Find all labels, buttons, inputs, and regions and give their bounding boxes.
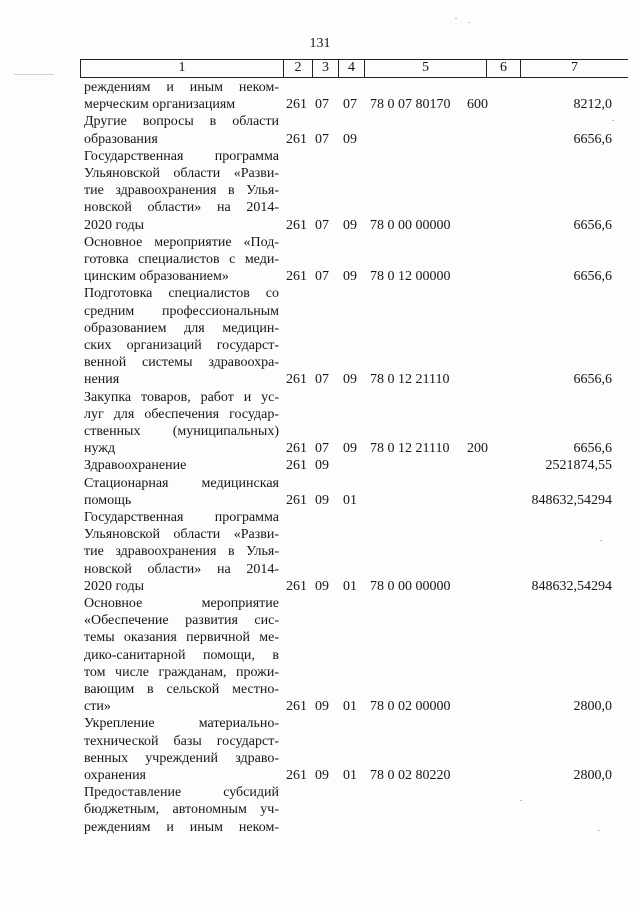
description-line: Стационарная медицинская (84, 475, 279, 491)
description-line: Государственная программа (84, 148, 279, 164)
description-line: луг для обеспечения государ- (84, 406, 279, 422)
cell-col-7: 6656,6 (573, 269, 612, 285)
cell-col-3: 09 (315, 699, 329, 715)
description-line: венной системы здравоохра- (84, 355, 279, 371)
table-header (80, 59, 628, 78)
cell-col-2: 261 (286, 441, 307, 457)
cell-col-3: 09 (315, 767, 329, 783)
description-line: Ульяновской области «Разви- (84, 166, 279, 181)
description-line: новской области» на 2014- (84, 200, 279, 216)
description-line: бюджетным, автономным уч- (84, 802, 279, 818)
description-line: средним профессиональным (84, 303, 279, 319)
cell-col-5: 78 0 02 00000 (370, 699, 451, 715)
description-line: готовка специалистов с меди- (84, 252, 279, 267)
header-col-6: 6 (487, 60, 521, 77)
description-line: «Обеспечение развития сис- (84, 613, 279, 629)
cell-col-6: 600 (467, 97, 488, 113)
description-line: 2020 годы (84, 217, 145, 233)
description-line: венных учреждений здраво- (84, 750, 279, 766)
description-line: нения (84, 372, 120, 388)
cell-col-3: 07 (315, 372, 329, 388)
cell-col-3: 09 (315, 578, 329, 594)
description-line: тие здравоохранения в Улья- (84, 183, 279, 199)
description-line: нужд (84, 441, 116, 457)
header-col-3: 3 (313, 60, 339, 77)
cell-col-7: 2800,0 (573, 767, 612, 783)
header-col-2: 2 (284, 60, 313, 77)
description-line: вающим в сельской местно- (84, 682, 279, 698)
cell-col-2: 261 (286, 578, 307, 594)
description-line: охранения (84, 768, 146, 783)
cell-col-4: 07 (343, 97, 357, 113)
cell-col-4: 01 (343, 492, 357, 508)
cell-col-7: 8212,0 (573, 97, 612, 113)
cell-col-4: 09 (343, 372, 357, 388)
cell-col-5: 78 0 07 80170 (370, 97, 451, 113)
cell-col-3: 07 (315, 131, 329, 147)
cell-col-7: 6656,6 (573, 372, 612, 388)
cell-col-3: 07 (315, 441, 329, 457)
description-line: реждениям и иным неком- (84, 819, 279, 835)
cell-col-2: 261 (286, 458, 307, 474)
description-line: темы оказания первичной ме- (84, 630, 279, 646)
cell-col-2: 261 (286, 699, 307, 715)
description-line: Ульяновской области «Разви- (84, 527, 279, 543)
description-line: образованием для медицин- (84, 320, 279, 336)
description-line: Основное мероприятие (84, 596, 279, 611)
description-line: образования (84, 131, 158, 147)
description-line: Подготовка специалистов со (84, 286, 279, 302)
cell-col-3: 09 (315, 458, 329, 474)
header-col-5: 5 (365, 60, 487, 77)
cell-col-6: 200 (467, 441, 488, 457)
description-line: Основное мероприятие «Под- (84, 234, 279, 250)
cell-col-2: 261 (286, 217, 307, 233)
cell-col-5: 78 0 12 00000 (370, 269, 451, 285)
description-line: Предоставление субсидий (84, 785, 279, 801)
page-number: 131 (309, 36, 331, 51)
cell-col-3: 07 (315, 217, 329, 233)
cell-col-4: 01 (343, 578, 357, 594)
header-col-1: 1 (80, 60, 284, 77)
description-line: мерческим организациям (84, 97, 236, 113)
description-line: новской области» на 2014- (84, 561, 279, 577)
header-col-7: 7 (571, 60, 578, 75)
description-line: Государственная программа (84, 510, 279, 525)
cell-col-2: 261 (286, 767, 307, 783)
cell-col-7: 6656,6 (573, 217, 612, 233)
description-line: реждениям и иным неком- (84, 80, 279, 95)
cell-col-2: 261 (286, 269, 307, 285)
description-line: дико-санитарной помощи, в (84, 647, 279, 663)
description-line: том числе гражданам, прожи- (84, 664, 279, 680)
description-line: тие здравоохранения в Улья- (84, 544, 279, 560)
cell-col-4: 09 (343, 441, 357, 457)
description-line: цинским образованием» (84, 269, 229, 285)
cell-col-7: 848632,54294 (531, 578, 612, 594)
cell-col-7: 2521874,55 (545, 458, 612, 474)
row-description (84, 784, 279, 836)
cell-col-7: 848632,54294 (531, 492, 612, 508)
cell-col-4: 09 (343, 217, 357, 233)
description-line: Закупка товаров, работ и ус- (84, 389, 279, 405)
cell-col-5: 78 0 02 80220 (370, 767, 451, 783)
description-line: Укрепление материально- (84, 716, 279, 732)
cell-col-7: 6656,6 (573, 131, 612, 147)
description-line: помощь (84, 492, 132, 508)
cell-col-2: 261 (286, 492, 307, 508)
cell-col-7: 2800,0 (573, 699, 612, 715)
cell-col-2: 261 (286, 97, 307, 113)
cell-col-4: 09 (343, 269, 357, 285)
cell-col-7: 6656,6 (573, 441, 612, 457)
cell-col-5: 78 0 12 21110 (370, 441, 450, 457)
cell-col-5: 78 0 12 21110 (370, 372, 450, 388)
description-line: сти» (84, 699, 111, 715)
cell-col-4: 01 (343, 767, 357, 783)
cell-col-5: 78 0 00 00000 (370, 578, 451, 594)
cell-col-2: 261 (286, 372, 307, 388)
description-line: ских организаций государст- (84, 338, 279, 353)
cell-col-5: 78 0 00 00000 (370, 217, 451, 233)
cell-col-4: 09 (343, 131, 357, 147)
cell-col-3: 07 (315, 269, 329, 285)
description-line: Другие вопросы в области (84, 114, 279, 130)
description-line: технической базы государст- (84, 733, 279, 749)
header-col-4: 4 (339, 60, 365, 77)
cell-col-3: 09 (315, 492, 329, 508)
cell-col-2: 261 (286, 131, 307, 147)
cell-col-3: 07 (315, 97, 329, 113)
description-line: Здравоохранение (84, 458, 187, 474)
cell-col-4: 01 (343, 699, 357, 715)
description-line: 2020 годы (84, 578, 145, 594)
description-line: ственных (муниципальных) (84, 424, 279, 439)
